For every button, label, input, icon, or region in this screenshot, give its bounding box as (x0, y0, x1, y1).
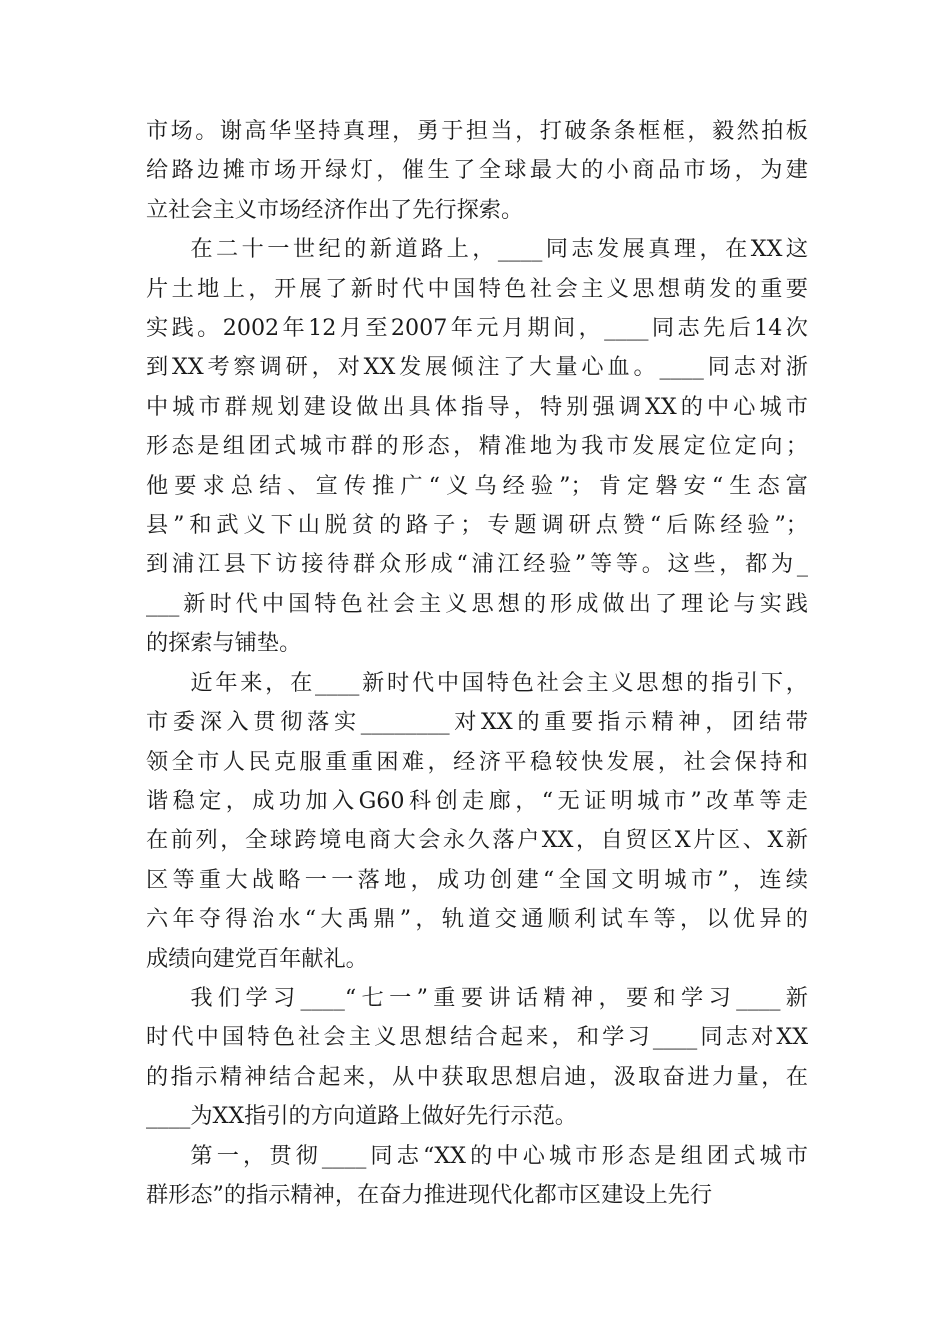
paragraph (146, 979, 808, 1137)
text-line: 近年来，在____新时代中国特色社会主义思想的指引下， (190, 669, 808, 696)
text-line: 群形态”的指示精神，在奋力推进现代化都市区建设上先行 (146, 1181, 713, 1208)
paragraph (146, 230, 808, 663)
text-line: 第一，贯彻____同志“XX的中心城市形态是组团式城市 (190, 1142, 808, 1169)
text-line: 谐稳定，成功加入G60科创走廊，“无证明城市”改革等走 (146, 787, 808, 814)
text-line: 片土地上，开展了新时代中国特色社会主义思想萌发的重要 (146, 275, 808, 302)
text-line: 时代中国特色社会主义思想结合起来，和学习____同志对XX (146, 1024, 808, 1051)
text-line: 到XX考察调研，对XX发展倾注了大量心血。____同志对浙 (146, 354, 808, 381)
text-line: 形态是组团式城市群的形态，精准地为我市发展定位定向； (146, 433, 808, 460)
text-line: 在二十一世纪的新道路上，____同志发展真理，在XX这 (190, 236, 808, 263)
text-line: 的探索与铺垫。 (146, 630, 302, 657)
text-line: 给路边摊市场开绿灯，催生了全球最大的小商品市场，为建 (146, 157, 808, 184)
text-line: 县”和武义下山脱贫的路子；专题调研点赞“后陈经验”； (146, 512, 808, 539)
text-line: ____为XX指引的方向道路上做好先行示范。 (146, 1103, 577, 1130)
text-line: 的指示精神结合起来，从中获取思想启迪，汲取奋进力量，在 (146, 1063, 808, 1090)
text-line: 区等重大战略一一落地，成功创建“全国文明城市”，连续 (146, 866, 808, 893)
text-line: 实践。2002年12月至2007年元月期间，____同志先后14次 (146, 315, 808, 342)
text-line: 领全市人民克服重重困难，经济平稳较快发展，社会保持和 (146, 748, 808, 775)
text-line: 立社会主义市场经济作出了先行探索。 (146, 196, 524, 223)
text-line: 在前列，全球跨境电商大会永久落户XX，自贸区X片区、X新 (146, 827, 808, 854)
text-line: 市场。谢高华坚持真理，勇于担当，打破条条框框，毅然拍板 (146, 118, 808, 144)
paragraph (146, 112, 808, 230)
text-line: 我们学习____“七一”重要讲话精神，要和学习____新 (190, 984, 808, 1011)
paragraph (146, 664, 808, 979)
text-line: 到浦江县下访接待群众形成“浦江经验”等等。这些，都为_ (146, 551, 808, 578)
text-line: 他要求总结、宣传推广“义乌经验”；肯定磐安“生态富 (146, 472, 808, 499)
text-line: 中城市群规划建设做出具体指导，特别强调XX的中心城市 (146, 393, 808, 420)
paragraph (146, 1137, 808, 1216)
text-line: 成绩向建党百年献礼。 (146, 945, 368, 972)
text-line: 市委深入贯彻落实________对XX的重要指示精神，团结带 (146, 709, 808, 736)
text-line: 六年夺得治水“大禹鼎”，轨道交通顺利试车等，以优异的 (146, 906, 808, 933)
text-line: ___新时代中国特色社会主义思想的形成做出了理论与实践 (146, 590, 808, 617)
document-page (146, 112, 808, 1215)
